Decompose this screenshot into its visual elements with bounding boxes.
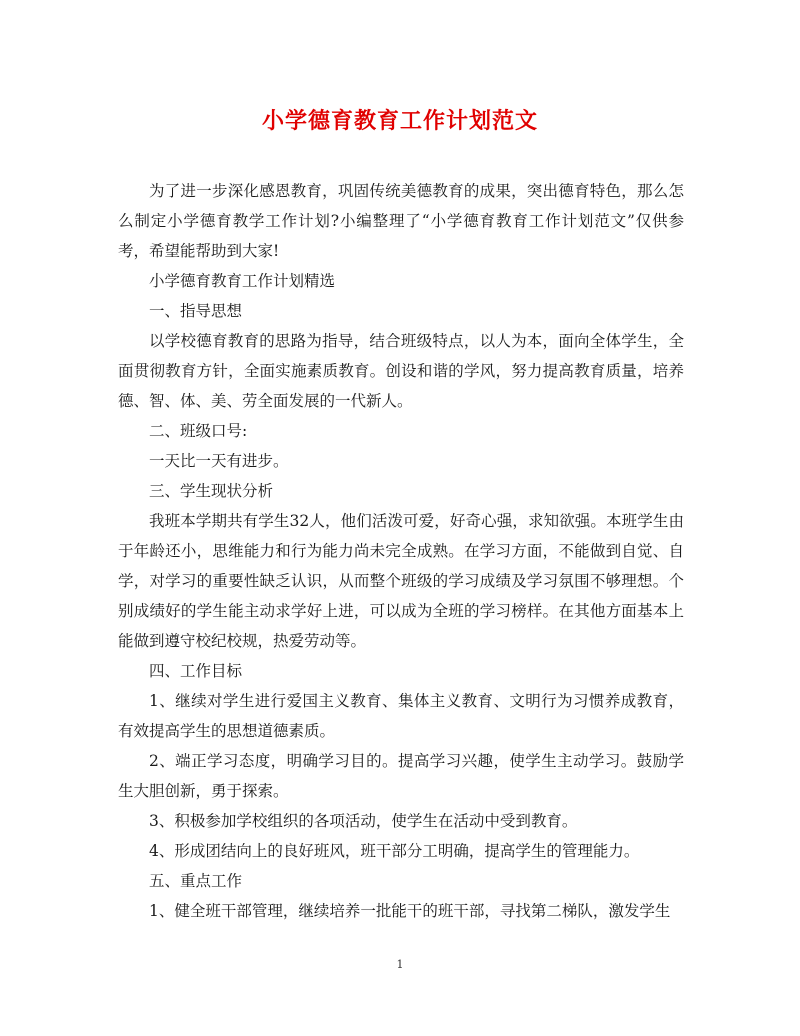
page-number: 1 — [396, 958, 404, 971]
heading-key-work: 五、重点工作 — [149, 872, 243, 890]
list-item-goal-3: 3、积极参加学校组织的各项活动，使学生在活动中受到教育。 — [149, 812, 578, 830]
paragraph-subtitle: 小学德育教育工作计划精选 — [149, 272, 336, 290]
heading-class-slogan: 二、班级口号: — [149, 422, 248, 440]
list-item-key-work-1: 1、健全班干部管理，继续培养一批能干的班干部，寻找第二梯队，激发学生 — [149, 902, 671, 920]
heading-student-analysis: 三、学生现状分析 — [149, 482, 274, 500]
list-item-goal-4: 4、形成团结向上的良好班风，班干部分工明确，提高学生的管理能力。 — [149, 842, 640, 860]
document-body — [118, 176, 684, 926]
list-item-goal-1: 1、继续对学生进行爱国主义教育、集体主义教育、文明行为习惯养成教育，有效提高学生的思想道德素质。 — [118, 692, 684, 740]
heading-work-goals: 四、工作目标 — [149, 662, 243, 680]
paragraph-student-analysis: 我班本学期共有学生32人，他们活泼可爱，好奇心强，求知欲强。本班学生由于年龄还小，思维能力和行为能力尚未完全成熟。在学习方面，不能做到自觉、自学，对学习的重要性缺乏认识，从而整个班级的学习成绩及学习氛围不够理想。个别成绩好的学生能主动求学好上进，可以成为全班的学习榜样。在其他方面基本上能做到遵守校纪校规，热爱劳动等。 — [118, 512, 684, 650]
paragraph-class-slogan: 一天比一天有进步。 — [149, 452, 289, 470]
heading-guiding-thought: 一、指导思想 — [149, 302, 243, 320]
document-title: 小学德育教育工作计划范文 — [261, 108, 538, 134]
list-item-goal-2: 2、端正学习态度，明确学习目的。提高学习兴趣，使学生主动学习。鼓励学生大胆创新，勇于探索。 — [118, 752, 684, 800]
paragraph-guiding-thought: 以学校德育教育的思路为指导，结合班级特点，以人为本，面向全体学生，全面贯彻教育方针，全面实施素质教育。创设和谐的学风，努力提高教育质量，培养德、智、体、美、劳全面发展的一代新人。 — [118, 332, 684, 410]
paragraph-intro: 为了进一步深化感恩教育，巩固传统美德教育的成果，突出德育特色，那么怎么制定小学德育教学工作计划?小编整理了“小学德育教育工作计划范文”仅供参考，希望能帮助到大家! — [118, 182, 684, 260]
